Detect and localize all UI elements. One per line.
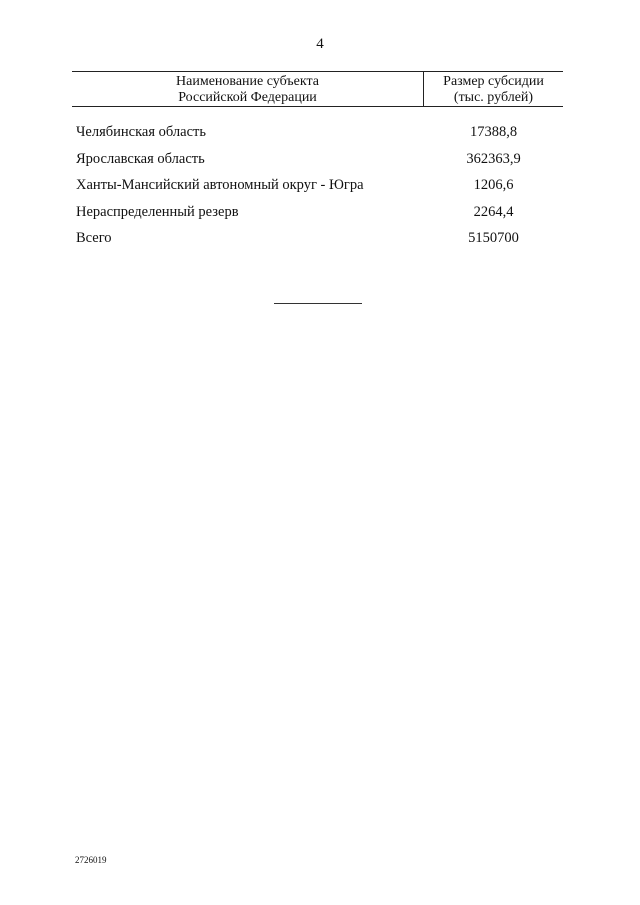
table-body [0,124,640,257]
table-header-subject-name [72,74,423,106]
row-subject-name: Ханты-Мансийский автономный округ - Югра [76,177,364,193]
row-subject-name: Челябинская область [76,124,206,140]
row-subject-name: Нераспределенный резерв [76,203,239,220]
table-row [0,177,640,204]
table-row [0,151,640,178]
header-amount-line-1: Размер субсидии [443,74,544,89]
table-row [0,124,640,151]
row-subsidy-value: 2264,4 [473,203,514,220]
header-name-line-1: Наименование субъекта [176,74,319,89]
header-name-line-2: Российской Федерации [178,90,317,105]
table-header-top-rule [72,71,563,72]
page-number: 4 [316,36,324,52]
row-subsidy-value: 362363,9 [466,150,521,167]
row-subject-name: Ярославская область [76,150,205,167]
row-total-value: 5150700 [468,230,519,246]
header-amount-line-2: (тыс. рублей) [453,90,534,105]
document-code: 2726019 [75,855,107,865]
end-of-table-rule [274,303,362,304]
row-total-label: Всего [76,230,112,246]
table-row [0,204,640,231]
table-header-bottom-rule [72,106,563,107]
row-subsidy-value: 1206,6 [473,177,514,193]
table-row-total [0,230,640,257]
table-header-subsidy-amount [424,74,563,106]
row-subsidy-value: 17388,8 [469,124,518,140]
